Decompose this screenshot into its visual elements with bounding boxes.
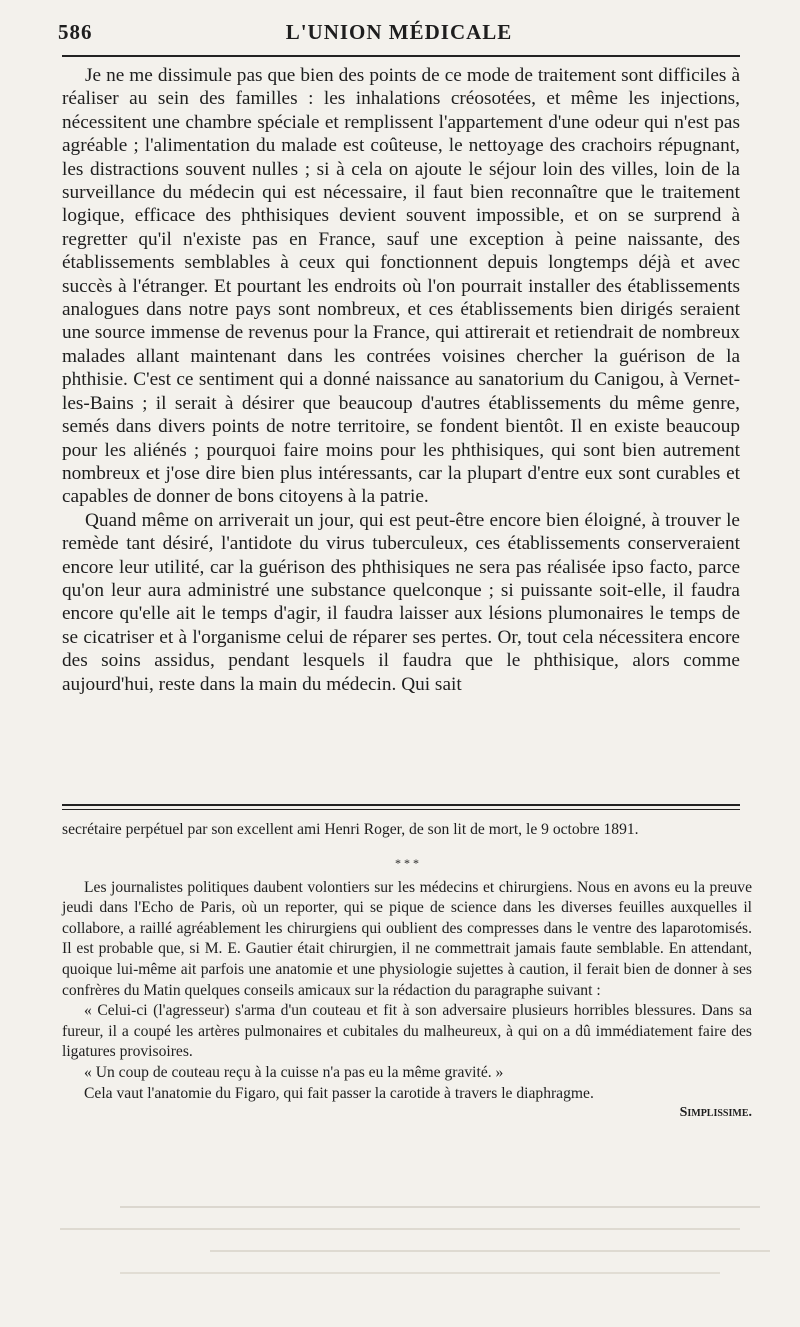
note-paragraph: Les journalistes politiques daubent volontiers sur les médecins et chirurgiens. Nous en avons eu la preuve jeudi dans l'Echo de Paris, où un reporter, qui se pique de science dans les diverses feuilles auxquelles il collabore, a raillé agréablement les chirurgiens qui oublient des compresses dans le ventre des laparotomisés. Il est probable que, si M. E. Gautier était chirurgien, il ne commettrait jamais faute semblable. En attendant, quoique lui-même ait parfois une anatomie et une physiologie sujettes à caution, il ferait bien de donner à ses confrères du Matin quelques conseils amicaux sur la rédaction du paragraphe suivant : bbox=[62, 878, 752, 999]
quote-paragraph: « Un coup de couteau reçu à la cuisse n'a pas eu la même gravité. » bbox=[84, 1063, 504, 1081]
journal-title: L'UNION MÉDICALE bbox=[285, 20, 513, 44]
signature: Simplissime. bbox=[679, 1105, 752, 1121]
section-divider bbox=[62, 804, 740, 810]
show-through-lines bbox=[40, 1200, 780, 1290]
article-paragraph: Je ne me dissimule pas que bien des points de ce mode de traitement sont difficiles à réaliser au sein des familles : les inhalations créosotées, et même les injections, nécessitent une chambre spéciale et remplissent l'appartement d'une odeur qui n'est pas agréable ; l'alimentation du malade est coûteuse, le nettoyage des crachoirs répugnant, les distractions souvent nulles ; si à cela on ajoute le séjour loin des villes, loin de la surveillance du médecin qui est nécessaire, il faut bien reconnaître que le traitement logique, efficace des phthisiques devient souvent impossible, et on se surprend à regretter qu'il n'existe pas en France, sauf une exception à peine naissante, des établissements semblables à ceux qui fonctionnent depuis longtemps déjà et avec succès à l'étranger. Et pourtant les endroits où l'on pourrait installer des établissements analogues dans notre pays sont nombreux, et ces établissements bien dirigés seraient une source immense de revenus pour la France, qui attirerait et retiendrait de nombreux malades allant maintenant dans les contrées voisines chercher la guérison de la phthisie. C'est ce sentiment qui a donné naissance au sanatorium du Canigou, à Vernet-les-Bains ; il serait à désirer que beaucoup d'autres établissements du même genre, semés dans divers points de notre territoire, se fondent bientôt. Il en existe beaucoup pour les aliénés ; pourquoi faire moins pour les phthisiques, qui sont bien autrement nombreux et j'ose dire bien plus intéressants, car la plupart d'entre eux sont curables et capables de donner de bons citoyens à la patrie. bbox=[62, 65, 740, 508]
article-paragraph: Quand même on arriverait un jour, qui est peut-être encore bien éloigné, à trouver le remède tant désiré, l'antidote du virus tuberculeux, ces établissements conserveraient encore leur utilité, car la guérison des phthisiques ne sera pas réalisée ipso facto, parce qu'on leur aura administré une substance quelconque ; si puissante soit-elle, il faudra encore qu'elle ait le temps d'agir, il faudra laisser aux lésions plumonaires le temps de se cicatriser et à l'organisme celui de réparer ses pertes. Or, tout cela nécessitera encore des soins assidus, pendant lesquels il faudra que le phthisique, alors comme aujourd'hui, reste dans la main du médecin. Qui sait bbox=[62, 509, 740, 695]
main-article bbox=[62, 64, 740, 696]
show-through-texture bbox=[40, 1200, 780, 1295]
note-continuation: secrétaire perpétuel par son excellent ami Henri Roger, de son lit de mort, le 9 octobre 1891. bbox=[62, 821, 639, 838]
page-header bbox=[58, 20, 740, 46]
notes-section bbox=[62, 820, 752, 1122]
page-number: 586 bbox=[58, 20, 93, 44]
asterism-separator: * * * bbox=[395, 855, 419, 870]
note-paragraph: Cela vaut l'anatomie du Figaro, qui fait passer la carotide à travers le diaphragme. bbox=[84, 1084, 594, 1102]
header-rule bbox=[62, 55, 740, 57]
quote-paragraph: « Celui-ci (l'agresseur) s'arma d'un couteau et fit à son adversaire plusieurs horribles blessures. Dans sa fureur, il a coupé les artères pulmonaires et cubitales du malheureux, à qui on a dû immédiatement faire des ligatures provisoires. bbox=[62, 1002, 752, 1061]
